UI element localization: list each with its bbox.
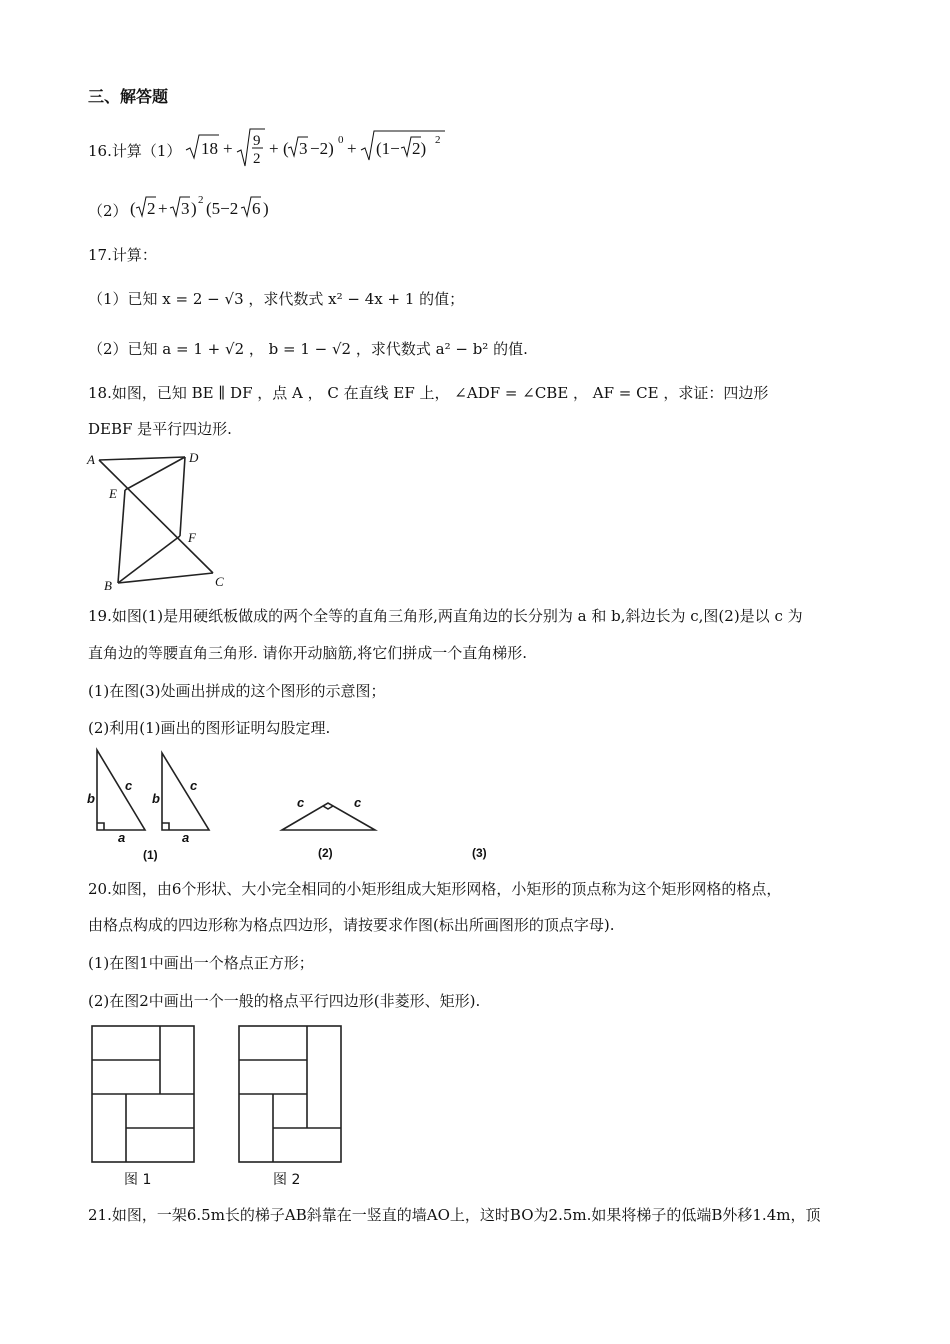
q20-line2: 由格点构成的四边形称为格点四边形，请按要求作图(标出所画图形的顶点字母). [88, 916, 615, 934]
q19-figure [85, 745, 505, 865]
q20-sub2: (2)在图2中画出一个一般的格点平行四边形(非菱形、矩形). [88, 992, 481, 1010]
svg-text:9: 9 [253, 133, 261, 149]
q18-line1: 18.如图，已知 BE ∥ DF ，点 A ， C 在直线 EF 上， ∠ADF = ∠CBE ， AF = CE ，求证：四边形 [88, 384, 769, 402]
svg-text:−2): −2) [310, 139, 334, 158]
svg-text:2: 2 [198, 194, 204, 206]
fig18-label-b: B [104, 578, 112, 593]
svg-text:3: 3 [299, 139, 308, 158]
q16-formula2 [128, 192, 298, 226]
q19-sub1: (1)在图(3)处画出拼成的这个图形的示意图； [88, 682, 386, 700]
fig18-label-c: C [215, 574, 224, 589]
svg-text:): ) [191, 199, 197, 218]
q21-line1: 21.如图，一架6.5m长的梯子AB斜靠在一竖直的墙AO上，这时BO为2.5m.如果将梯子的低端B外移1.4m，顶 [88, 1206, 821, 1224]
q16-label: 16.计算（1） [88, 142, 182, 160]
q20-line1: 20.如图，由6个形状、大小完全相同的小矩形组成大矩形网格，小矩形的顶点称为这个矩形网格的格点， [88, 880, 782, 898]
fig19-label-a1: a [118, 830, 126, 845]
svg-text:(: ( [283, 139, 289, 158]
svg-text:(1−: (1− [376, 139, 400, 158]
svg-text:6: 6 [252, 199, 261, 218]
svg-text:2: 2 [147, 199, 156, 218]
q17-label: 17.计算： [88, 246, 157, 264]
fig19-label-c3: c [297, 795, 305, 810]
svg-text:2): 2) [412, 139, 427, 158]
q19-line1: 19.如图(1)是用硬纸板做成的两个全等的直角三角形,两直角边的长分别为 a 和 b,斜边长为 c,图(2)是以 c 为 [88, 607, 803, 625]
fig20-caption-2: 图 2 [273, 1172, 301, 1188]
svg-text:0: 0 [338, 134, 344, 146]
q19-line2: 直角边的等腰直角三角形. 请你开动脑筋,将它们拼成一个直角梯形. [88, 644, 528, 662]
q20-sub1: (1)在图1中画出一个格点正方形； [88, 954, 314, 972]
q16-sub2 [88, 200, 128, 221]
svg-text:18: 18 [201, 139, 218, 158]
q18-line2: DEBF 是平行四边形. [88, 420, 232, 438]
q19-sub2: (2)利用(1)画出的图形证明勾股定理. [88, 719, 331, 737]
q20-figure [88, 1022, 358, 1192]
q17-sub1: （1）已知 x = 2 − √3 ，求代数式 x² − 4x + 1 的值； [88, 290, 465, 308]
q16-line [88, 140, 181, 161]
q17-sub2: （2）已知 a = 1 + √2 ， b = 1 − √2 ，求代数式 a² − b² 的值. [88, 340, 528, 358]
svg-text:2: 2 [435, 134, 441, 146]
fig18-label-e: E [109, 486, 117, 501]
svg-text:+: + [269, 139, 279, 158]
fig19-label-a2: a [182, 830, 190, 845]
fig19-caption-3: (3) [472, 846, 487, 860]
fig19-label-c4: c [354, 795, 362, 810]
q18-figure [85, 448, 245, 598]
fig19-label-b2: b [152, 791, 160, 806]
svg-text:(5−2: (5−2 [206, 199, 239, 218]
svg-text:(: ( [130, 199, 136, 218]
svg-text:+: + [223, 139, 233, 158]
svg-text:): ) [263, 199, 269, 218]
svg-text:+: + [158, 199, 168, 218]
fig20-caption-1: 图 1 [124, 1172, 152, 1188]
fig19-label-b1: b [87, 791, 95, 806]
fig18-label-a: A [87, 452, 95, 467]
svg-text:+: + [347, 139, 357, 158]
fig19-label-c1: c [125, 778, 133, 793]
svg-text:3: 3 [181, 199, 190, 218]
svg-text:2: 2 [253, 151, 261, 167]
q16-sub2-prefix: （2） [88, 202, 128, 220]
fig19-label-c2: c [190, 778, 198, 793]
fig18-label-d: D [189, 450, 199, 465]
section-title: 三、解答题 [88, 87, 169, 106]
q16-formula1 [183, 126, 463, 170]
fig19-caption-2: (2) [318, 846, 333, 860]
fig18-label-f: F [188, 530, 196, 545]
fig19-caption-1: (1) [143, 848, 158, 862]
